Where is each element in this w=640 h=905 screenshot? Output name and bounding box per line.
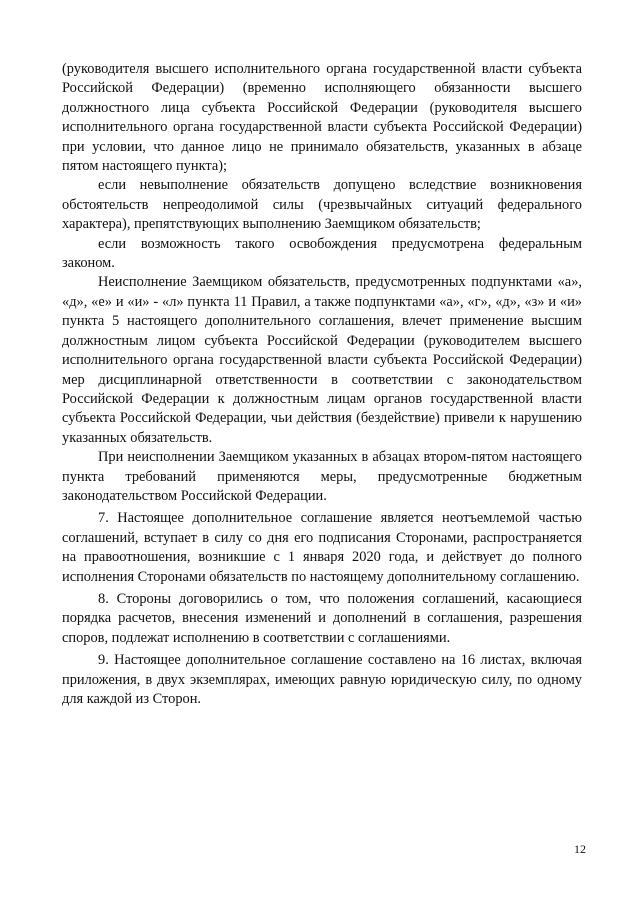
paragraph-budget-measures: При неисполнении Заемщиком указанных в абзацах втором-пятом настоящего пункта требований применяются меры, предусмотренные бюджетным законодательством Российской Федерации. xyxy=(62,449,582,504)
document-body xyxy=(62,60,582,709)
paragraph-disciplinary-liability: Неисполнение Заемщиком обязательств, предусмотренных подпунктами «а», «д», «е» и «и» - «л» пункта 11 Правил, а также подпунктами «а», «г», «д», «з» и «и» пункта 5 настоящего дополнительного соглашения, влечет применение высшим должностным лицом субъекта Российской Федерации (руководителем высшего исполнительного органа государственной власти субъекта Российской Федерации) мер дисциплинарной ответственности в соответствии с законодательством Российской Федерации к должностным лицам органов государственной власти субъекта Российской Федерации, чьи действия (бездействие) привели к нарушению указанных обязательств. xyxy=(62,274,582,446)
paragraph-force-majeure: если невыполнение обязательств допущено вследствие возникновения обстоятельств непреодолимой силы (чрезвычайных ситуаций федерального характера), препятствующих выполнению Заемщиком обязательств; xyxy=(62,177,582,233)
paragraph-federal-law: если возможность такого освобождения предусмотрена федеральным законом. xyxy=(62,235,582,272)
paragraph-continuation: (руководителя высшего исполнительного органа государственной власти субъекта Российской Федерации) (временно исполняющего обязанности высшего должностного лица субъекта Российской Федерации (руководителя высшего исполнительного органа государственной власти субъекта Российской Федерации) при условии, что данное лицо не принимало обязательств, указанных в абзаце пятом настоящего пункта); xyxy=(62,61,582,175)
page-number: 12 xyxy=(574,842,586,856)
clause-8: 8. Стороны договорились о том, что положения соглашений, касающиеся порядка расчетов, внесения изменений и дополнений в соглашения, разрешения споров, подлежат исполнению в соответствии с соглашениями. xyxy=(62,590,582,646)
clause-9: 9. Настоящее дополнительное соглашение составлено на 16 листах, включая приложения, в двух экземплярах, имеющих равную юридическую силу, по одному для каждой из Сторон. xyxy=(62,652,582,707)
clause-7: 7. Настоящее дополнительное соглашение является неотъемлемой частью соглашений, вступает в силу со дня его подписания Сторонами, распространяется на правоотношения, возникшие с 1 января 2020 года, и действует до полного исполнения Сторонами обязательств по настоящему дополнительному соглашению. xyxy=(62,510,582,585)
